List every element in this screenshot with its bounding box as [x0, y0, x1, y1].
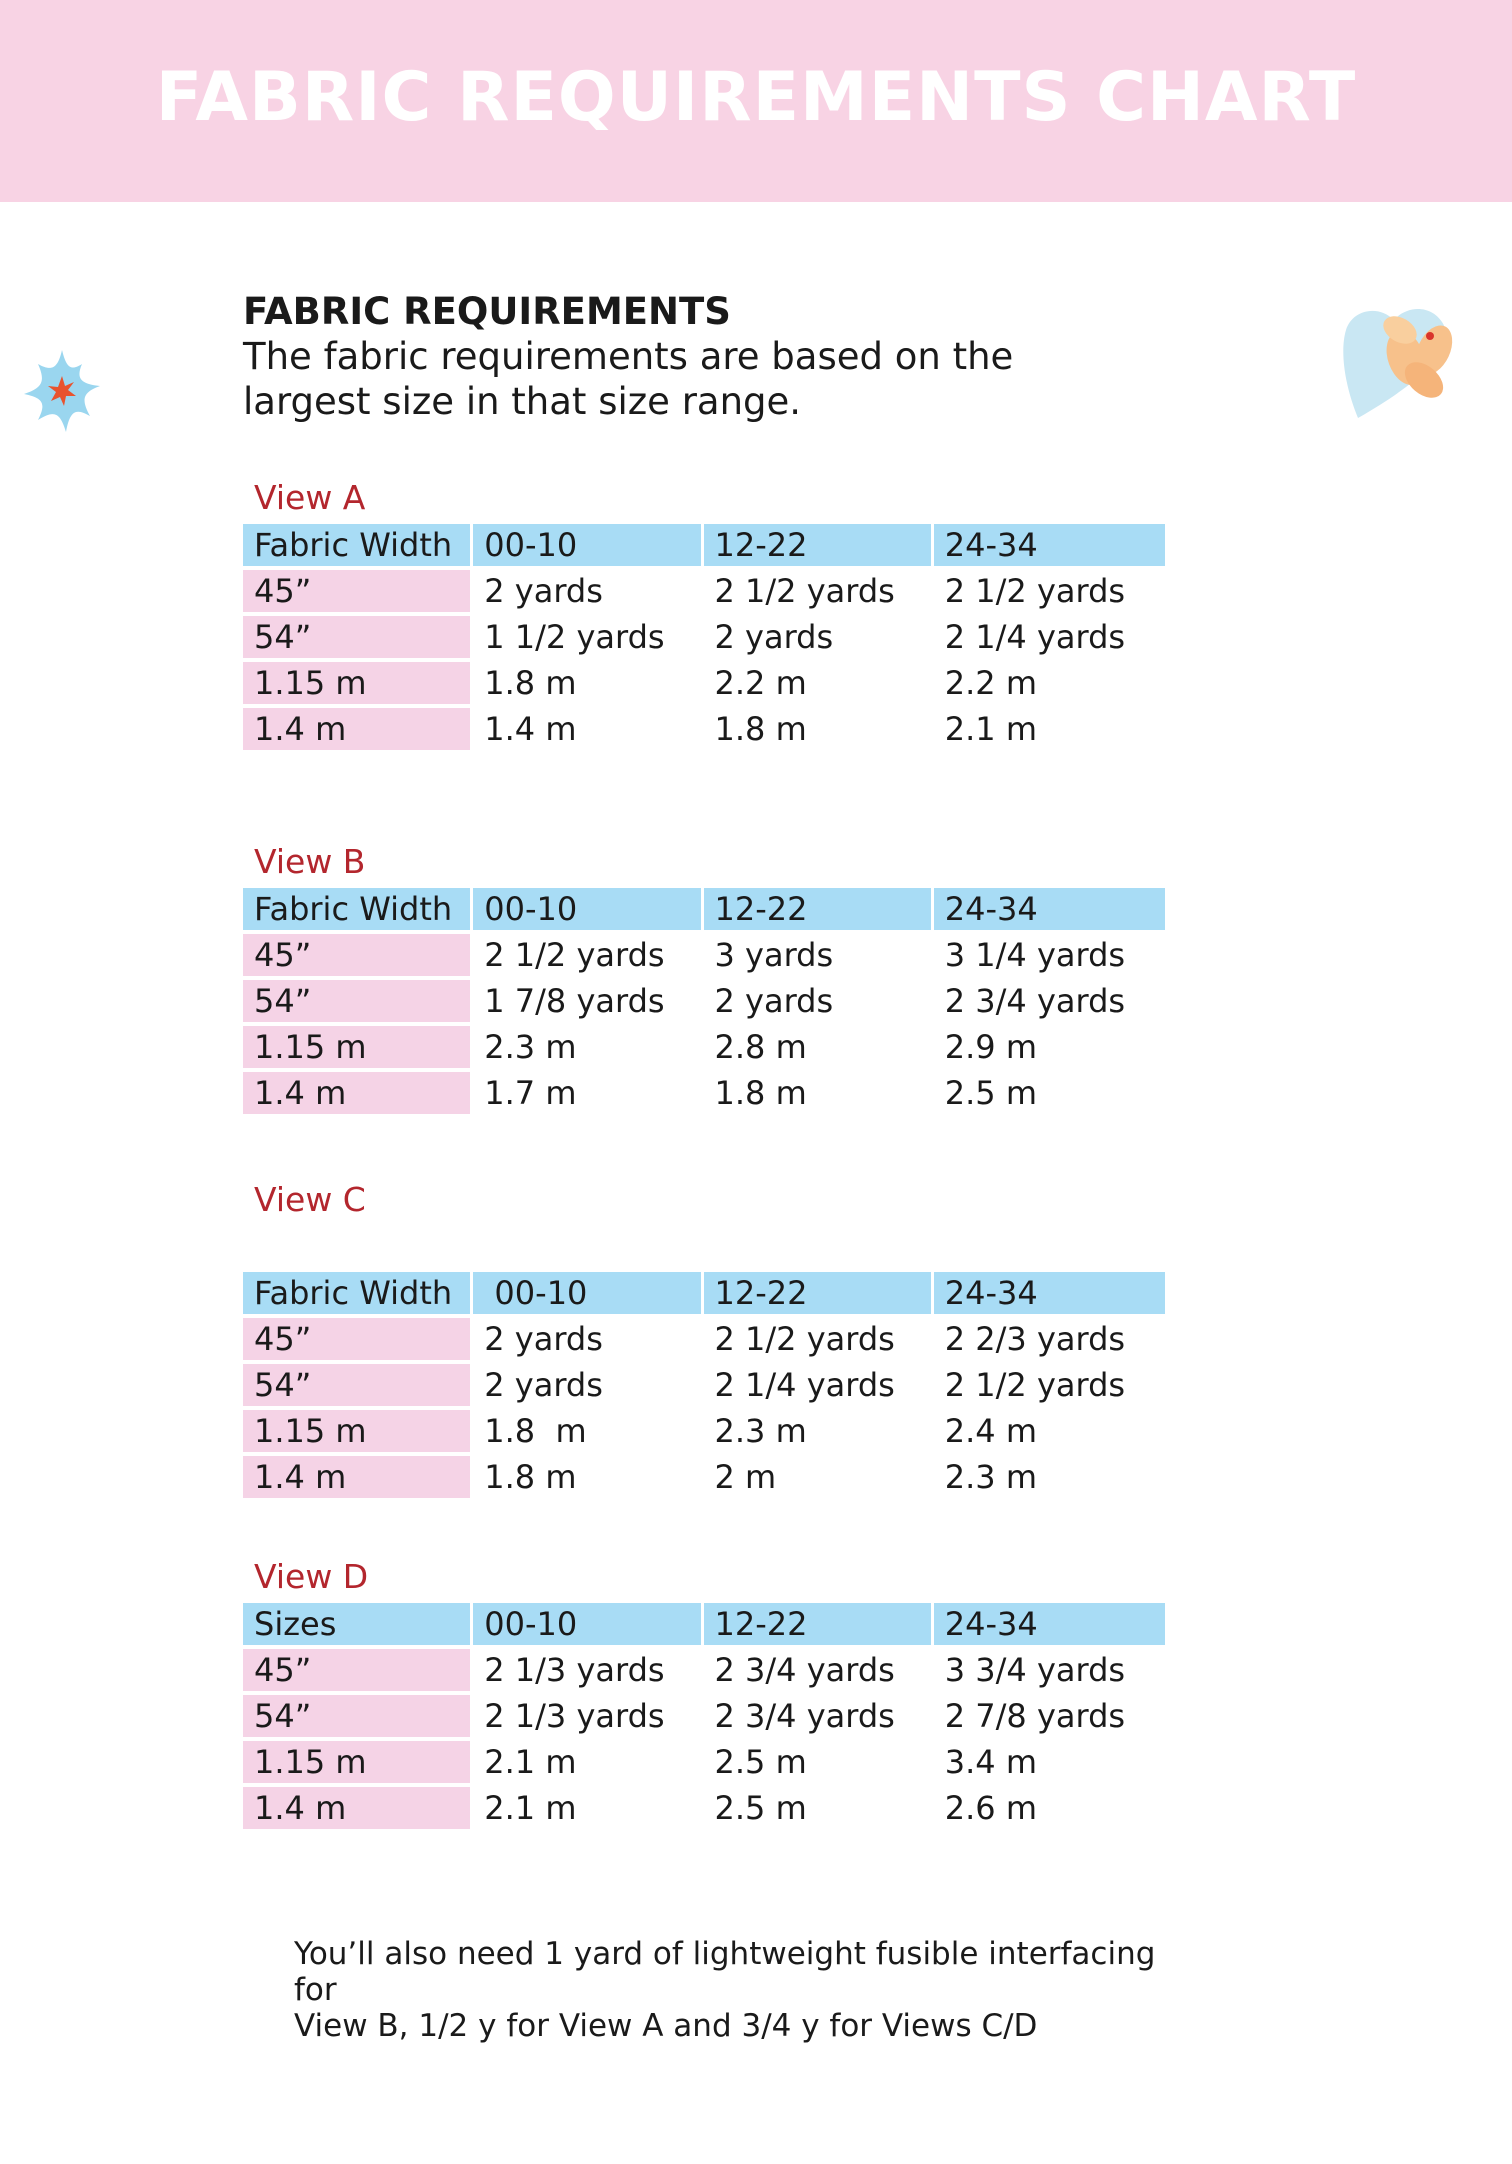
row-label-cell: 1.15 m	[243, 662, 470, 704]
table-cell: 2.3 m	[944, 1458, 1037, 1496]
row-label-cell: 54”	[243, 1364, 470, 1406]
view-d-title: View D	[254, 1557, 369, 1596]
table-cell: 1 7/8 yards	[484, 982, 665, 1020]
table-cell: 2.9 m	[944, 1028, 1037, 1066]
table-cell: 2.1 m	[484, 1789, 577, 1827]
table-cell: 3 yards	[714, 936, 834, 974]
table-row	[243, 1408, 1165, 1454]
table-cell: 2 1/4 yards	[714, 1366, 895, 1404]
table-cell: 2.6 m	[944, 1789, 1037, 1827]
table-cell: 2 2/3 yards	[944, 1320, 1126, 1358]
view-b-title: View B	[254, 842, 366, 881]
view-b-table	[243, 886, 1165, 1116]
intro-line-2: largest size in that size range.	[243, 380, 802, 423]
row-label-cell: 1.15 m	[243, 1410, 470, 1452]
table-cell: 2 1/3 yards	[484, 1697, 665, 1735]
table-cell: 2 1/2 yards	[944, 1366, 1126, 1404]
row-label-cell: 45”	[243, 1649, 470, 1691]
table-cell: 2 m	[714, 1458, 777, 1496]
table-cell: 1 1/2 yards	[484, 618, 665, 656]
table-row	[243, 660, 1165, 706]
table-cell: 2 1/2 yards	[714, 572, 895, 610]
table-header-row	[243, 886, 1165, 932]
row-label-cell: 45”	[243, 1318, 470, 1360]
table-cell: 2 1/2 yards	[714, 1320, 895, 1358]
table-cell: 2.1 m	[484, 1743, 577, 1781]
table-cell: 2.5 m	[714, 1789, 807, 1827]
row-label-cell: 45”	[243, 934, 470, 976]
header-cell: Fabric Width	[243, 1272, 470, 1314]
table-cell: 2 yards	[714, 618, 834, 656]
table-cell: 2 1/3 yards	[484, 1651, 665, 1689]
table-cell: 2.2 m	[714, 664, 807, 702]
table-cell: 1.8 m	[484, 664, 577, 702]
table-cell: 2 1/4 yards	[944, 618, 1126, 656]
table-cell: 1.8 m	[714, 1074, 807, 1112]
row-label-cell: 1.15 m	[243, 1741, 470, 1783]
table-cell: 2 yards	[484, 1320, 603, 1358]
table-row	[243, 932, 1165, 978]
view-c-table	[243, 1270, 1165, 1500]
header-cell: 12-22	[704, 1603, 931, 1645]
table-row	[243, 1316, 1165, 1362]
table-cell: 2 7/8 yards	[944, 1697, 1126, 1735]
header-cell: Sizes	[243, 1603, 470, 1645]
table-row	[243, 1070, 1165, 1116]
view-c-title: View C	[254, 1180, 366, 1219]
table-cell: 2 3/4 yards	[714, 1697, 895, 1735]
table-cell: 3.4 m	[944, 1743, 1037, 1781]
header-cell: 00-10	[473, 1603, 700, 1645]
table-row	[243, 706, 1165, 752]
table-cell: 2.5 m	[714, 1743, 807, 1781]
table-row	[243, 614, 1165, 660]
note-line-2: View B, 1/2 y for View A and 3/4 y for Views C/D	[294, 2008, 1038, 2044]
header-cell: 12-22	[704, 888, 931, 930]
title-banner	[0, 0, 1512, 202]
note-line-1: You’ll also need 1 yard of lightweight fusible interfacing for	[294, 1936, 1156, 2008]
table-cell: 2.1 m	[944, 710, 1037, 748]
row-label-cell: 54”	[243, 980, 470, 1022]
header-cell: Fabric Width	[243, 888, 470, 930]
row-label-cell: 45”	[243, 570, 470, 612]
table-cell: 1.7 m	[484, 1074, 577, 1112]
header-cell: 12-22	[704, 524, 931, 566]
table-cell: 2 yards	[484, 572, 603, 610]
table-header-row	[243, 1270, 1165, 1316]
table-cell: 2.5 m	[944, 1074, 1037, 1112]
header-cell: 00-10	[473, 1272, 700, 1314]
table-cell: 2.3 m	[484, 1028, 577, 1066]
view-a-title: View A	[254, 478, 366, 517]
header-cell: 00-10	[473, 888, 700, 930]
table-cell: 1.8 m	[714, 710, 807, 748]
table-row	[243, 1739, 1165, 1785]
table-cell: 3 3/4 yards	[944, 1651, 1126, 1689]
table-header-row	[243, 1601, 1165, 1647]
row-label-cell: 1.4 m	[243, 1072, 470, 1114]
table-row	[243, 978, 1165, 1024]
interfacing-note	[294, 1936, 1194, 2044]
table-cell: 1.4 m	[484, 710, 577, 748]
star-icon	[16, 346, 108, 438]
table-cell: 2 1/2 yards	[484, 936, 665, 974]
row-label-cell: 1.4 m	[243, 708, 470, 750]
intro-line-1: The fabric requirements are based on the	[243, 335, 1014, 378]
header-cell: 24-34	[934, 888, 1165, 930]
row-label-cell: 1.4 m	[243, 1787, 470, 1829]
table-row	[243, 1785, 1165, 1831]
header-cell: 00-10	[473, 524, 700, 566]
row-label-cell: 1.4 m	[243, 1456, 470, 1498]
table-row	[243, 1647, 1165, 1693]
row-label-cell: 1.15 m	[243, 1026, 470, 1068]
table-cell: 1.8 m	[484, 1458, 577, 1496]
table-cell: 3 1/4 yards	[944, 936, 1126, 974]
table-cell: 2 3/4 yards	[944, 982, 1126, 1020]
header-cell: 24-34	[934, 524, 1165, 566]
table-cell: 2.4 m	[944, 1412, 1037, 1450]
view-d-table	[243, 1601, 1165, 1831]
table-cell: 2 yards	[714, 982, 834, 1020]
table-cell: 2 3/4 yards	[714, 1651, 895, 1689]
table-cell: 2.2 m	[944, 664, 1037, 702]
table-cell: 1.8 m	[484, 1412, 587, 1450]
header-cell: 12-22	[704, 1272, 931, 1314]
table-cell: 2.3 m	[714, 1412, 807, 1450]
table-cell: 2.8 m	[714, 1028, 807, 1066]
header-cell: Fabric Width	[243, 524, 470, 566]
table-cell: 2 yards	[484, 1366, 603, 1404]
table-row	[243, 1362, 1165, 1408]
table-cell: 2 1/2 yards	[944, 572, 1126, 610]
intro-section	[243, 290, 1143, 424]
row-label-cell: 54”	[243, 1695, 470, 1737]
header-cell: 24-34	[934, 1272, 1165, 1314]
table-row	[243, 568, 1165, 614]
header-cell: 24-34	[934, 1603, 1165, 1645]
table-header-row	[243, 522, 1165, 568]
heart-flower-icon	[1338, 300, 1460, 430]
row-label-cell: 54”	[243, 616, 470, 658]
table-row	[243, 1024, 1165, 1070]
section-heading: FABRIC REQUIREMENTS	[243, 290, 731, 333]
page-title: FABRIC REQUIREMENTS CHART	[155, 57, 1357, 137]
table-row	[243, 1693, 1165, 1739]
view-a-table	[243, 522, 1165, 752]
table-row	[243, 1454, 1165, 1500]
